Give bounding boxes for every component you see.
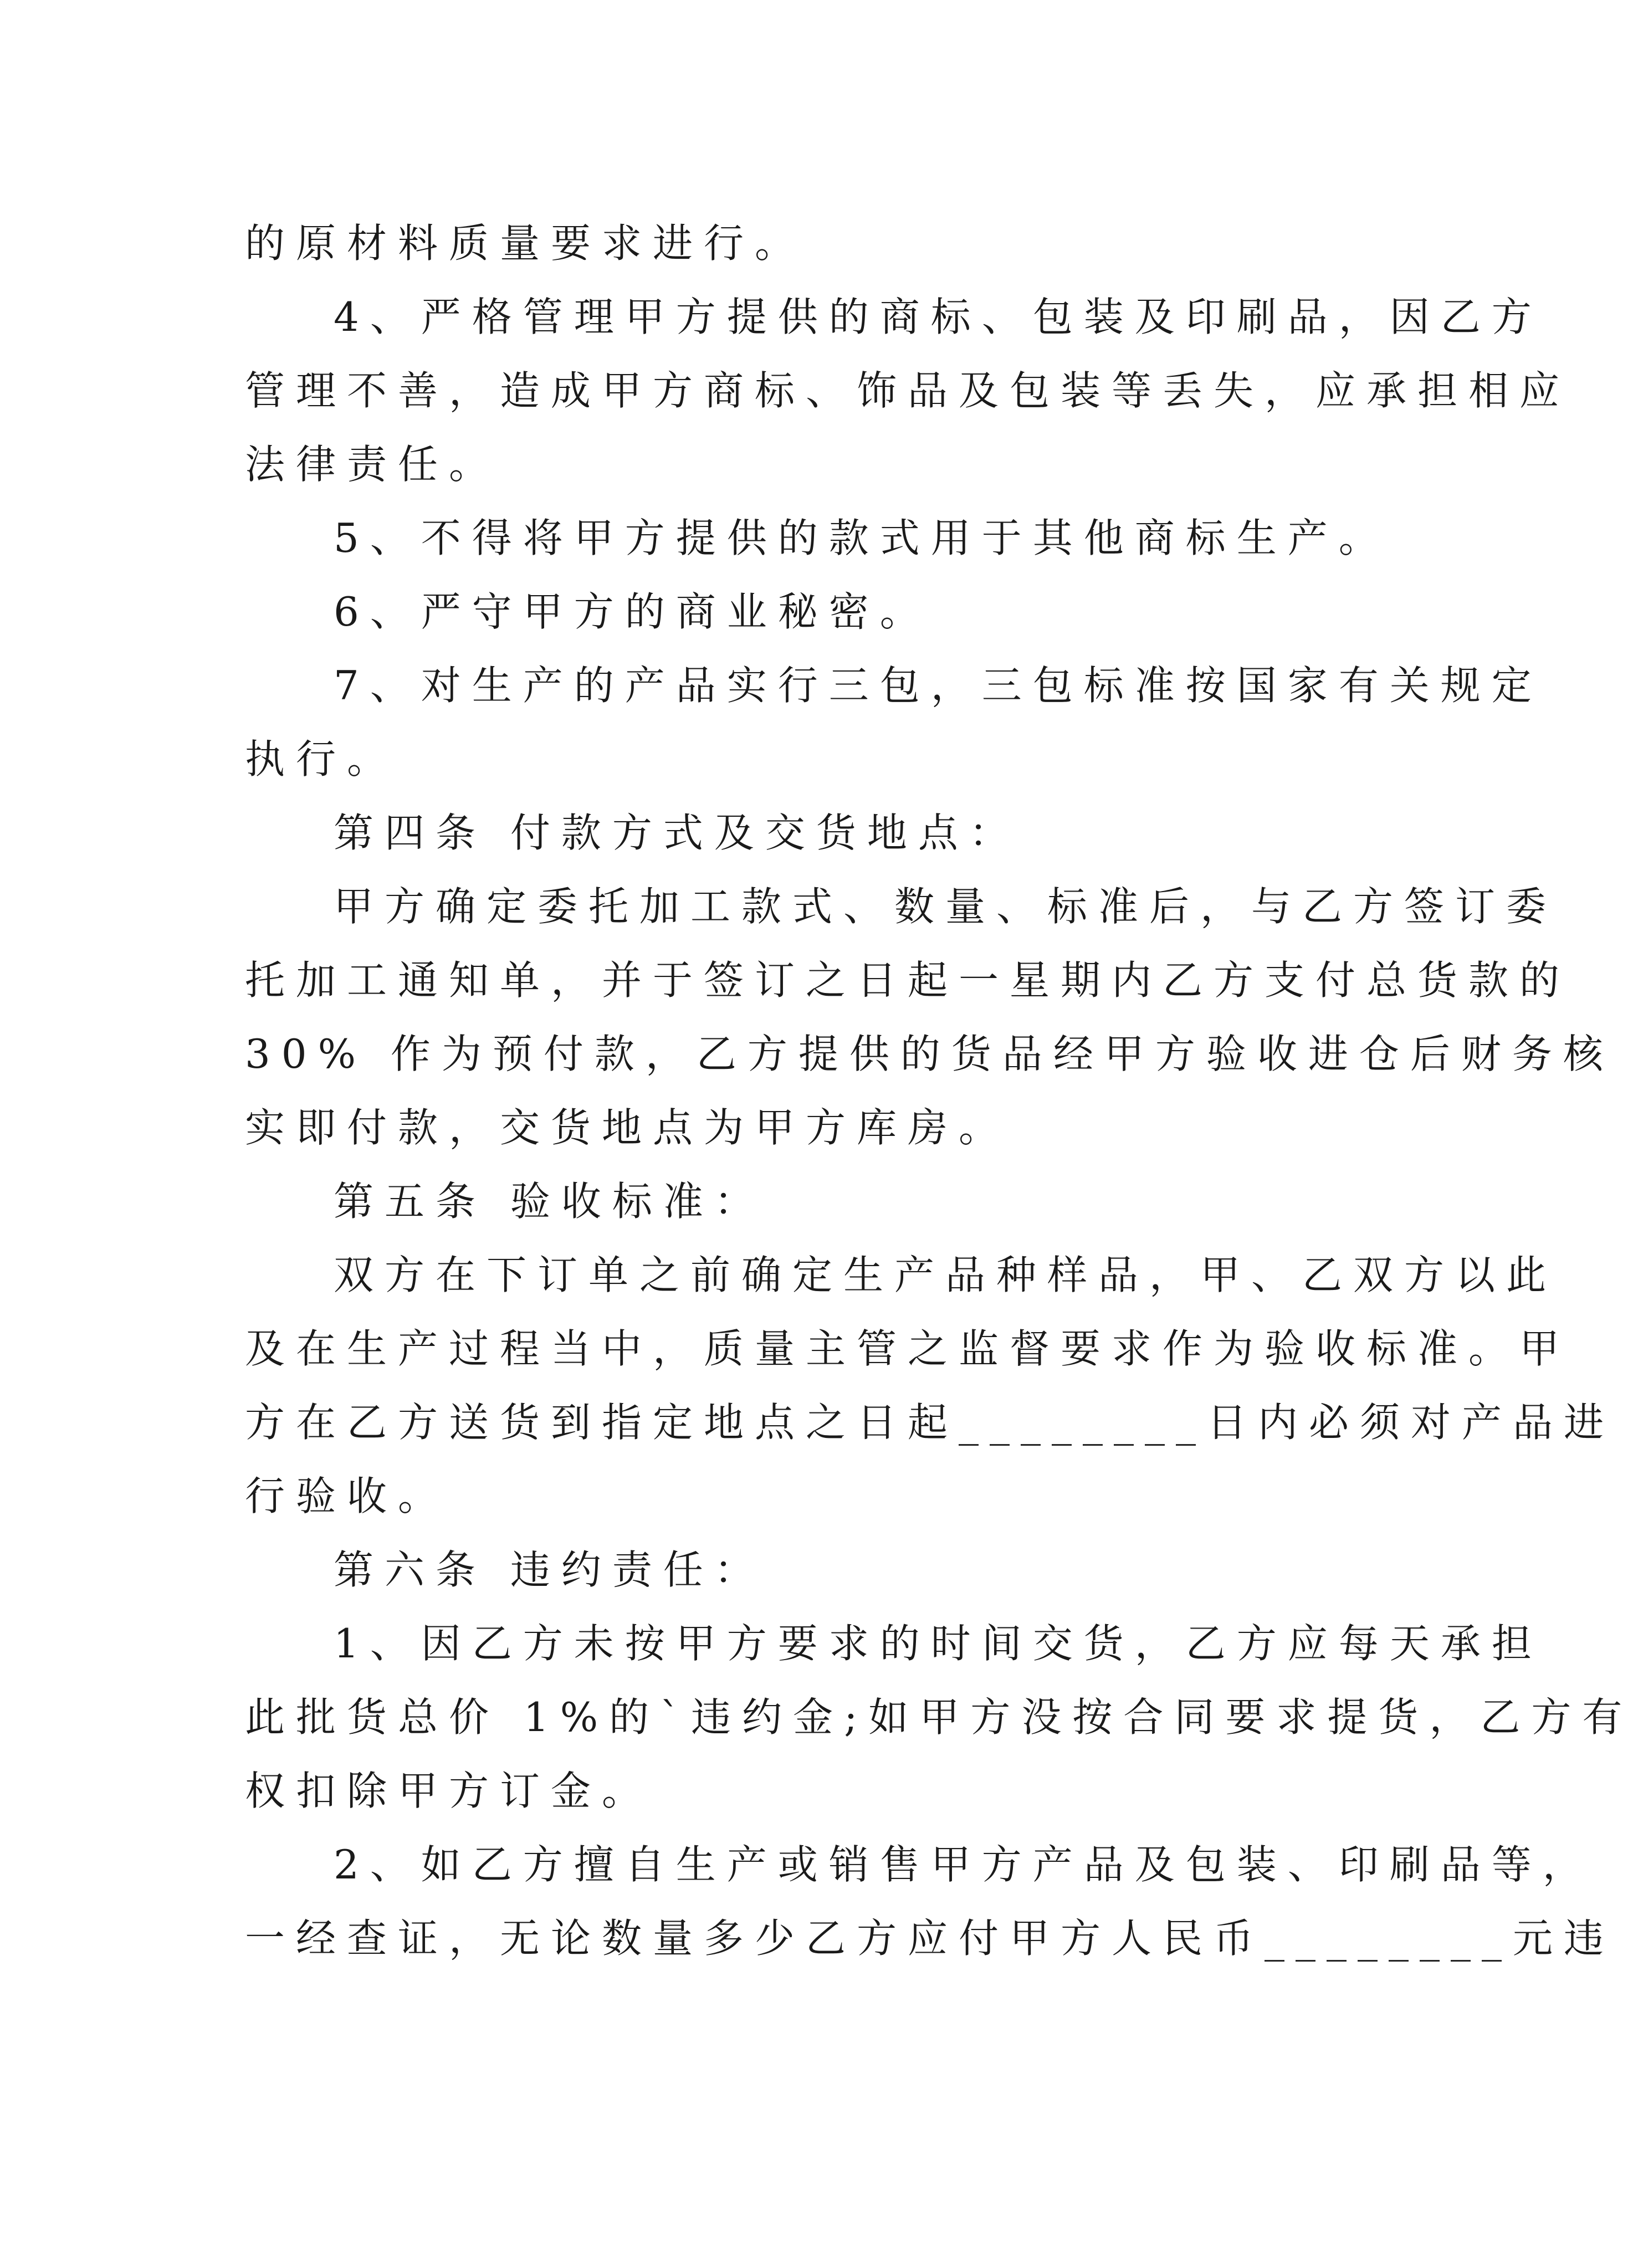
text-line: 托加工通知单，并于签订之日起一星期内乙方支付总货款的: [245, 957, 1571, 1004]
text-line: 的原材料质量要求进行。: [245, 220, 806, 267]
text-line: 管理不善，造成甲方商标、饰品及包装等丢失，应承担相应: [245, 367, 1571, 414]
text-line: 此批货总价 1%的`违约金;如甲方没按合同要求提货，乙方有: [245, 1694, 1633, 1740]
text-line: 权扣除甲方订金。: [245, 1768, 653, 1814]
text-line: 及在生产过程当中，质量主管之监督要求作为验收标准。甲: [245, 1325, 1571, 1372]
text-line: 一经查证，无论数量多少乙方应付甲方人民币________元违: [245, 1915, 1615, 1962]
text-line: 双方在下订单之前确定生产品种样品，甲、乙双方以此: [334, 1252, 1558, 1298]
text-line: 7、对生产的产品实行三包，三包标准按国家有关规定: [334, 662, 1543, 709]
text-line: 5、不得将甲方提供的款式用于其他商标生产。: [334, 515, 1390, 561]
section-heading: 第四条 付款方式及交货地点：: [334, 810, 1020, 856]
text-line: 方在乙方送货到指定地点之日起________日内必须对产品进: [245, 1399, 1615, 1446]
text-line: 执行。: [245, 736, 398, 782]
text-line: 1、因乙方未按甲方要求的时间交货，乙方应每天承担: [334, 1620, 1543, 1667]
text-line: 6、严守甲方的商业秘密。: [334, 588, 931, 635]
text-line: 法律责任。: [245, 441, 500, 488]
text-line: 行验收。: [245, 1473, 449, 1519]
text-line: 4、严格管理甲方提供的商标、包装及印刷品，因乙方: [334, 294, 1543, 340]
section-heading: 第六条 违约责任：: [334, 1547, 765, 1593]
text-line: 30% 作为预付款，乙方提供的货品经甲方验收进仓后财务核: [245, 1031, 1614, 1077]
text-line: 甲方确定委托加工款式、数量、标准后，与乙方签订委: [334, 883, 1558, 930]
text-line: 2、如乙方擅自生产或销售甲方产品及包装、印刷品等，: [334, 1841, 1594, 1888]
section-heading: 第五条 验收标准：: [334, 1178, 765, 1225]
text-line: 实即付款，交货地点为甲方库房。: [245, 1104, 1010, 1151]
